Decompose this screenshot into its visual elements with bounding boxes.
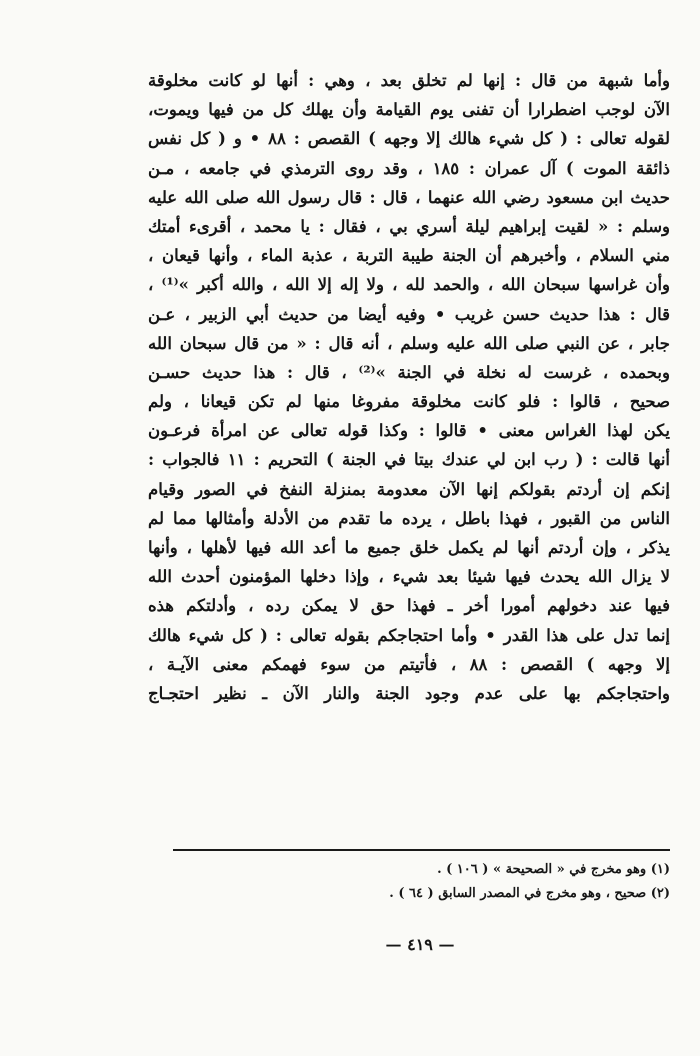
footnote-1: (١) وهو مخرج في « الصحيحة » ( ١٠٦ ) . (437, 862, 670, 877)
text-line: الآن لوجب اضطرارا أن تفنى يوم القيامة وأن يهلك كل من فيها ويموت، (148, 100, 670, 120)
page-number: — ٤١٩ — (385, 935, 455, 954)
text-line: إنما تدل على هذا القدر • وأما احتجاجكم بقوله تعالى : ( كل شيء هالك (148, 625, 670, 645)
text-line: صحيح ، قالوا : فلو كانت مخلوقة مفروغا منها لم تكن قيعانا ، ولم (148, 392, 670, 412)
footnote-divider (173, 849, 670, 851)
text-line: ذائقة الموت ) آل عمران : ١٨٥ ، وقد روى الترمذي في جامعه ، مـن (148, 158, 670, 178)
footnote-2: (٢) صحيح ، وهو مخرج في المصدر السابق ( ٦٤ ) . (389, 886, 670, 901)
text-line: لا يزال الله يحدث فيها شيئا بعد شيء ، وإذا دخلها المؤمنون أحدث الله (148, 567, 670, 587)
text-line: جابر ، عن النبي صلى الله عليه وسلم ، أنه قال : « من قال سبحان الله (148, 333, 670, 353)
footnotes (173, 858, 670, 906)
text-line: إنكم إن أردتم بقولكم إنها الآن معدومة بمنزلة النفخ في الصور وقيام (148, 479, 670, 499)
text-line: حديث ابن مسعود رضي الله عنهما ، قال : قال رسول الله صلى الله عليه (148, 187, 670, 207)
text-line: واحتجاجكم بها على عدم وجود الجنة والنار الآن ـ نظير احتجـاج (148, 683, 670, 703)
text-line: يكن لهذا الغراس معنى • قالوا : وكذا قوله تعالى عن امرأة فرعـون (148, 421, 670, 441)
text-line: لقوله تعالى : ( كل شيء هالك إلا وجهه ) القصص : ٨٨ • و ( كل نفس (148, 129, 670, 149)
main-text (148, 66, 670, 708)
text-line: وأما شبهة من قال : إنها لم تخلق بعد ، وهي : أنها لو كانت مخلوقة (148, 71, 670, 90)
text-line: أنها قالت : ( رب ابن لي عندك بيتا في الجنة ) التحريم : ١١ فالجواب : (148, 450, 670, 470)
text-line: وبحمده ، غرست له نخلة في الجنة »⁽²⁾ ، قال : هذا حديث حسـن (148, 362, 670, 382)
text-line: إلا وجهه ) القصص : ٨٨ ، فأتيتم من سوء فهمكم معنى الآيـة ، (148, 654, 670, 674)
text-line: وأن غراسها سبحان الله ، والحمد لله ، ولا إله إلا الله ، والله أكبر »⁽¹⁾ ، (148, 275, 670, 295)
text-line: الناس من القبور ، فهذا باطل ، يرده ما تقدم من الأدلة وأمثالها مما لم (148, 508, 670, 528)
text-line: مني السلام ، وأخبرهم أن الجنة طيبة التربة ، عذبة الماء ، وأنها قيعان ، (148, 246, 670, 266)
text-line: فيها عند دخولهم أمورا أخر ـ فهذا حق لا يمكن رده ، وأدلتكم هذه (148, 596, 670, 616)
text-line: يذكر ، وإن أردتم أنها لم يكمل خلق جميع ما أعد الله فيها لأهلها ، وأنها (148, 538, 670, 557)
text-line: وسلم : « لقيت إبراهيم ليلة أسري بي ، فقال : يا محمد ، أقرىء أمتك (148, 216, 670, 236)
text-line: قال : هذا حديث حسن غريب • وفيه أيضا من حديث أبي الزبير ، عـن (148, 304, 670, 324)
